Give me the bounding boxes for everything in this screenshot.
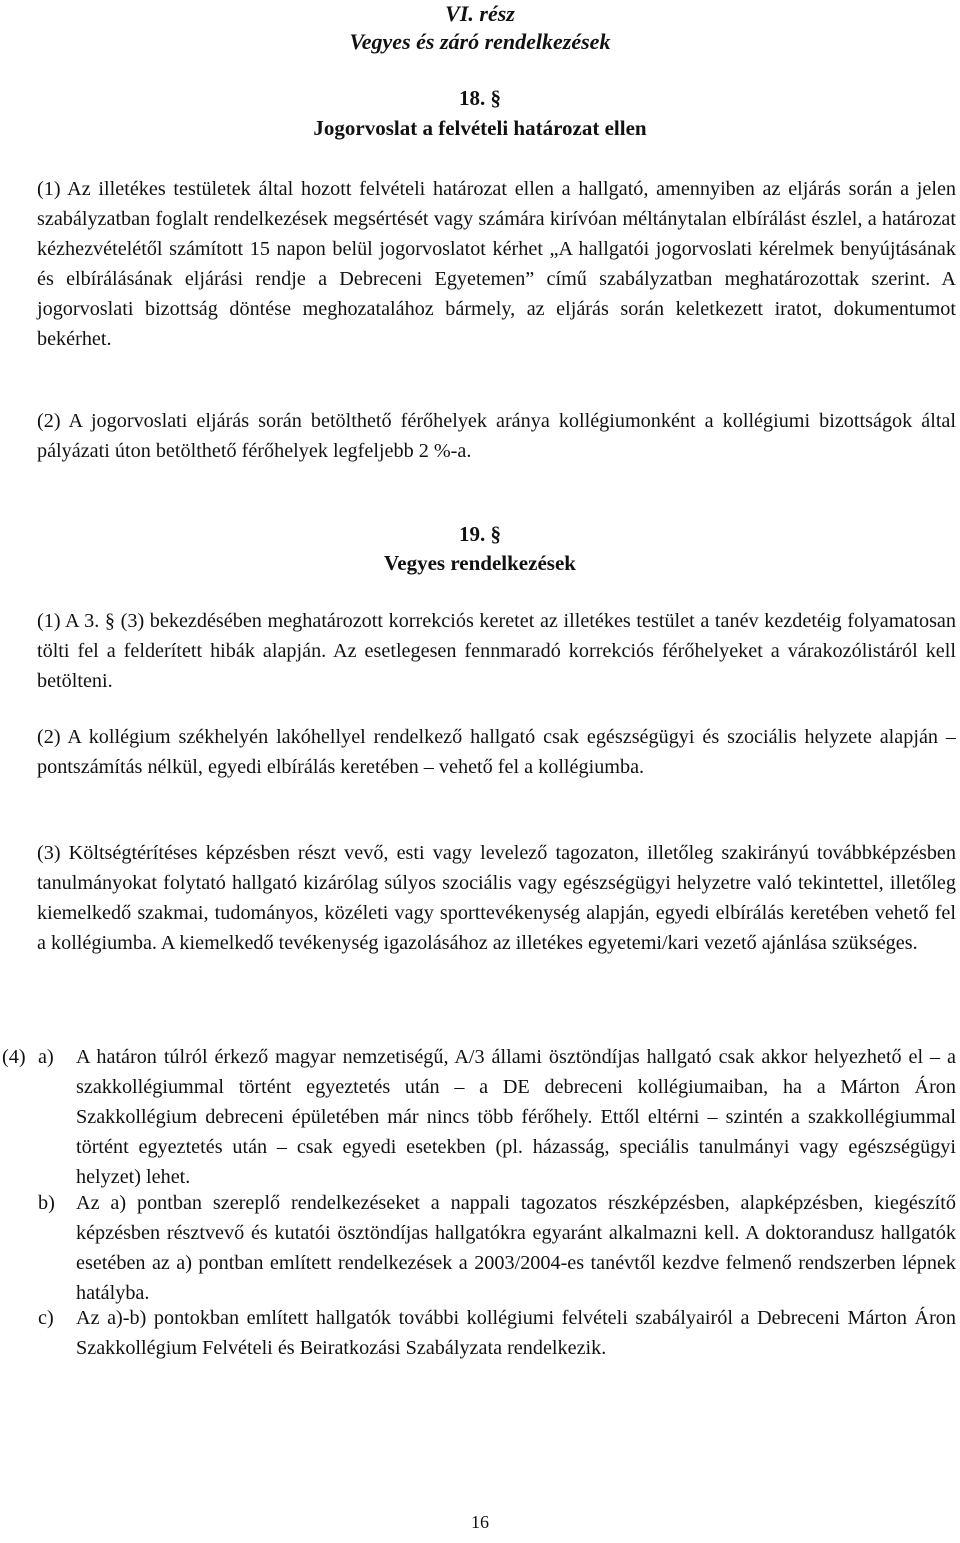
list-item-c-marker: c) bbox=[38, 1307, 54, 1329]
list-item-b: Az a) pontban szereplő rendelkezéseket a nappali tagozatos részképzésben, alapképzésben, kiegészítő képzésben résztvevő és kutatói ösztöndíjas hallgatókra egyaránt alkalmazni kell. A doktorandusz hallgatók esetében az a) pontban említett rendelkezések a 2003/2004-es tanévtől kezdve felmenő rendszerben lépnek hatályba. bbox=[76, 1192, 956, 1304]
page-number: 16 bbox=[471, 1512, 489, 1532]
list-item-a-marker: a) bbox=[38, 1046, 54, 1068]
section-18-paragraph-2: (2) A jogorvoslati eljárás során betölthető férőhelyek aránya kollégiumonként a kollégiumi bizottságok által pályázati úton betölthető férőhelyek legfeljebb 2 %-a. bbox=[37, 410, 956, 462]
list-prefix: (4) bbox=[2, 1046, 26, 1068]
section-19-paragraph-2: (2) A kollégium székhelyén lakóhellyel rendelkező hallgató csak egészségügyi és szociális helyzete alapján – pontszámítás nélkül, egyedi elbírálás keretében – vehető fel a kollégiumba. bbox=[37, 726, 956, 778]
section-19-title: Vegyes rendelkezések bbox=[384, 551, 576, 575]
section-19-paragraph-1: (1) A 3. § (3) bekezdésében meghatározott korrekciós keretet az illetékes testület a tanév kezdetéig folyamatosan tölti fel a felderített hibák alapján. Az esetlegesen fennmaradó korrekciós férőhelyeket a várakozólistáról kell betölteni. bbox=[37, 610, 956, 692]
part-title: VI. rész bbox=[445, 1, 515, 26]
list-item-b-marker: b) bbox=[38, 1192, 55, 1214]
section-18-number: 18. § bbox=[459, 86, 501, 110]
section-19-paragraph-3: (3) Költségtérítéses képzésben részt vevő, esti vagy levelező tagozaton, illetőleg szakirányú továbbképzésben tanulmányokat folytató hallgató kizárólag súlyos szociális vagy egészségügyi helyzetre való tekintettel, illetőleg kiemelkedő szakmai, tudományos, közéleti vagy sporttevékenység alapján, egyedi elbírálás keretében vehető fel a kollégiumba. A kiemelkedő tevékenység igazolásához az illetékes egyetemi/kari vezető ajánlása szükséges. bbox=[37, 842, 956, 954]
section-18-title: Jogorvoslat a felvételi határozat ellen bbox=[313, 116, 647, 140]
section-18-paragraph-1: (1) Az illetékes testületek által hozott felvételi határozat ellen a hallgató, amennyiben az eljárás során a jelen szabályzatban foglalt rendelkezések megsértését vagy számára kirívóan méltánytalan elbírálást észlel, a határozat kézhezvételétől számított 15 napon belül jogorvoslatot kérhet „A hallgatói jogorvoslati kérelmek benyújtásának és elbírálásának eljárási rendje a Debreceni Egyetemen” című szabályzatban meghatározottak szerint. A jogorvoslati bizottság döntése meghozatalához bármely, az eljárás során keletkezett iratot, dokumentumot bekérhet. bbox=[37, 178, 956, 350]
list-item-c: Az a)-b) pontokban említett hallgatók további kollégiumi felvételi szabályairól a Debreceni Márton Áron Szakkollégium Felvételi és Beiratkozási Szabályzata rendelkezik. bbox=[76, 1307, 956, 1359]
section-19-number: 19. § bbox=[459, 522, 501, 546]
list-item-a: A határon túlról érkező magyar nemzetiségű, A/3 állami ösztöndíjas hallgató csak akkor helyezhető el – a szakkollégiummal történt egyeztetés után – a DE debreceni kollégiumaiban, ha a Márton Áron Szakkollégium debreceni épületében már nincs több férőhely. Ettől eltérni – szintén a szakkollégiummal történt egyeztetés után – csak egyedi esetekben (pl. házasság, speciális tanulmányi vagy egészségügyi helyzet) lehet. bbox=[76, 1046, 956, 1188]
part-subtitle: Vegyes és záró rendelkezések bbox=[349, 29, 611, 54]
